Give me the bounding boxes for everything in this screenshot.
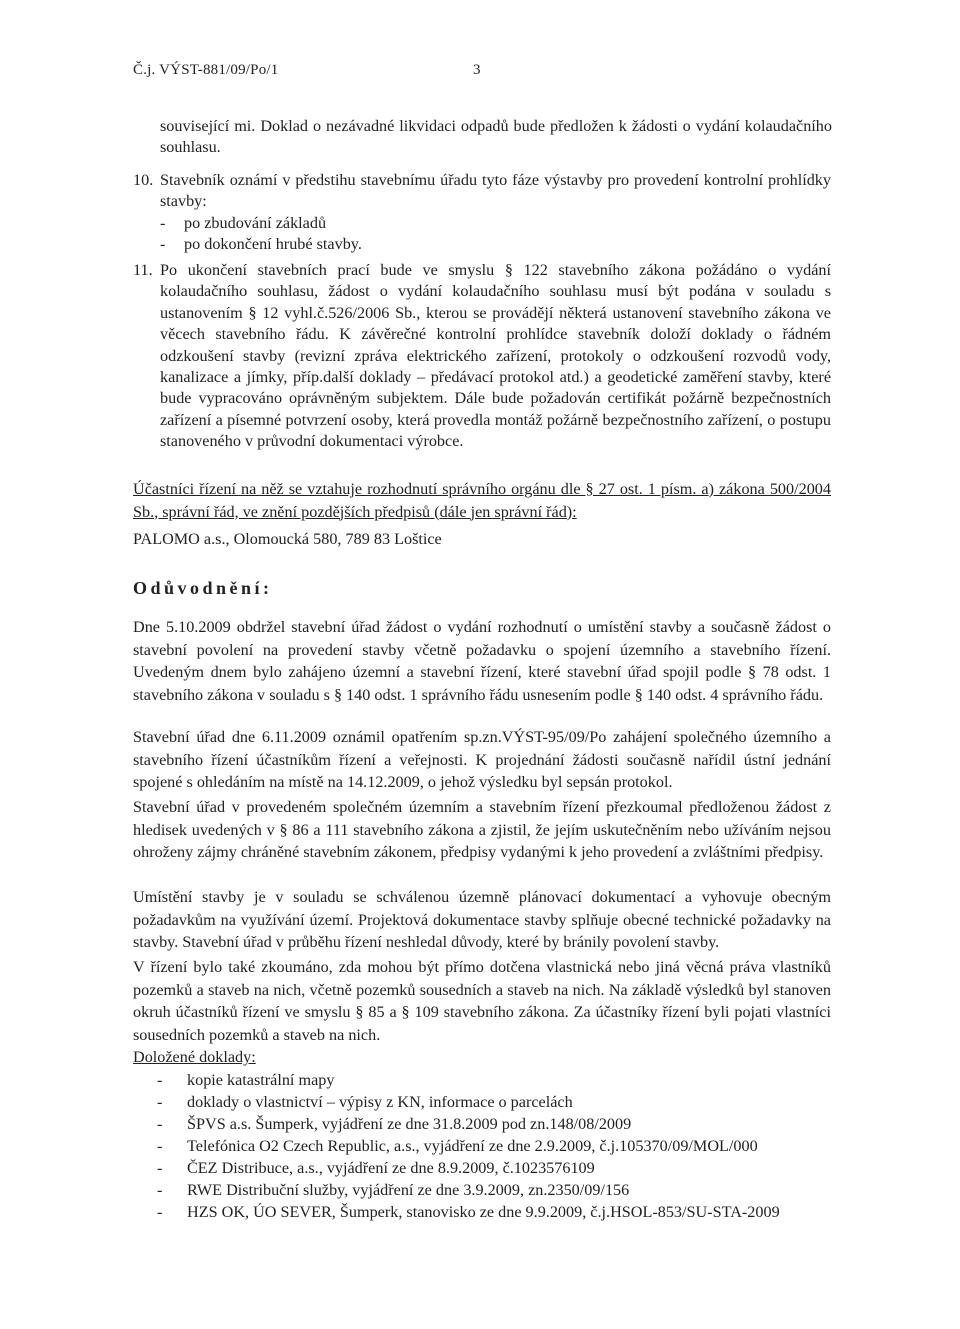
item-text: Stavebník oznámí v předstihu stavebnímu úřadu tyto fáze výstavby pro provedení kontrolní prohlídky stavby: <box>160 171 831 211</box>
page-number: 3 <box>473 62 481 78</box>
reference-number: Č.j. VÝST-881/09/Po/1 <box>133 62 279 78</box>
document-item: - ŠPVS a.s. Šumperk, vyjádření ze dne 31.8.2009 pod zn.148/08/2009 <box>133 1113 831 1135</box>
bullet-item: - po zbudování základů <box>160 213 831 234</box>
item-number: 11. <box>133 261 153 279</box>
reasoning-paragraph: V řízení bylo také zkoumáno, zda mohou být přímo dotčena vlastnická nebo jiná věcná práva vlastníků pozemků a staveb na nich, včetně pozemků sousedních a staveb na nich. Na základě výsledků byl stanoven okruh účastníků řízení ve smyslu § 85 a § 109 stavebního zákona. Za účastníky řízení byli pojati vlastníci sousedních pozemků a staveb na nich. <box>133 958 831 1044</box>
document-item: - HZS OK, ÚO SEVER, Šumperk, stanovisko ze dne 9.9.2009, č.j.HSOL-853/SU-STA-2009 <box>133 1201 831 1223</box>
participant-name: PALOMO a.s., Olomoucká 580, 789 83 Loštice <box>133 530 442 548</box>
intro-continuation: související mi. Doklad o nezávadné likvidaci odpadů bude předložen k žádosti o vydání kolaudačního souhlasu. <box>160 117 832 157</box>
reasoning-heading: Odůvodnění: <box>133 578 273 598</box>
documents-title: Doložené doklady: <box>133 1048 256 1066</box>
reasoning-paragraph: Stavební úřad v provedeném společném územním a stavebním řízení přezkoumal předloženou žádost z hledisek uvedených v § 86 a 111 stavebního zákona a zjistil, že jejím uskutečněním nebo užíváním nejsou ohroženy zájmy chráněné stavebním zákonem, předpisy vydanými k jeho provedení a zvláštními předpisy. <box>133 798 831 861</box>
document-item: - Telefónica O2 Czech Republic, a.s., vyjádření ze dne 2.9.2009, č.j.105370/09/MOL/000 <box>133 1135 831 1157</box>
item-number: 10. <box>133 171 154 189</box>
participants-title: Účastníci řízení na něž se vztahuje rozhodnutí správního orgánu dle § 27 ost. 1 písm. a) zákona 500/2004 Sb., správní řád, ve znění pozdějších předpisů (dále jen správní řád): <box>133 480 831 521</box>
document-item: - doklady o vlastnictví – výpisy z KN, informace o parcelách <box>133 1091 831 1113</box>
documents-list <box>133 1069 831 1223</box>
condition-item-11 <box>133 260 831 453</box>
item-text: Po ukončení stavebních prací bude ve smyslu § 122 stavebního zákona požádáno o vydání kolaudačního souhlasu, žádost o vydání kolaudačního souhlasu musí být podána v souladu s ustanovením § 12 vyhl.č.526/2006 Sb., kterou se provádějí některá ustanovení stavebního zákona ve věcech stavebního řádu. K závěrečné kontrolní prohlídce stavebník doloží doklady o řádném odzkoušení stavby (revizní zpráva elektrického zařízení, protokoly o odzkoušení rozvodů vody, kanalizace a jímky, příp.další doklady – předávací protokol atd.) a geodetické zaměření stavby, které bude vypracováno oprávněným subjektem. Dále bude požadován certifikát požárně bezpečnostních zařízení a písemné potvrzení osoby, která provedla montáž požárně bezpečnostního zařízení, o postupu stanoveného v průvodní dokumentaci výrobce. <box>160 261 831 451</box>
document-item: - RWE Distribuční služby, vyjádření ze dne 3.9.2009, zn.2350/09/156 <box>133 1179 831 1201</box>
document-item: - kopie katastrální mapy <box>133 1069 831 1091</box>
bullet-list <box>160 213 831 256</box>
reasoning-paragraph: Umístění stavby je v souladu se schválenou územně plánovací dokumentací a vyhovuje obecným požadavkům na využívání území. Projektová dokumentace stavby splňuje obecné technické požadavky na stavby. Stavební úřad v průběhu řízení neshledal důvody, které by bránily povolení stavby. <box>133 888 831 951</box>
document-item: - ČEZ Distribuce, a.s., vyjádření ze dne 8.9.2009, č.1023576109 <box>133 1157 831 1179</box>
documents-section <box>133 1046 831 1223</box>
condition-item-10 <box>133 170 831 256</box>
bullet-item: - po dokončení hrubé stavby. <box>160 234 831 255</box>
reasoning-paragraph: Stavební úřad dne 6.11.2009 oznámil opatřením sp.zn.VÝST-95/09/Po zahájení společného územního a stavebního řízení účastníkům řízení a veřejnosti. K projednání žádosti současně nařídil ústní jednání spojené s ohledáním na místě na 14.12.2009, o jehož výsledku byl sepsán protokol. <box>133 728 831 791</box>
reasoning-paragraph: Dne 5.10.2009 obdržel stavební úřad žádost o vydání rozhodnutí o umístění stavby a současně žádost o stavební povolení na provedení stavby včetně požadavku o spojení územního a stavebního řízení. Uvedeným dnem bylo zahájeno územní a stavební řízení, které stavební úřad spojil podle § 78 odst. 1 stavebního zákona v souladu s § 140 odst. 1 správního řádu usnesením podle § 140 odst. 4 správního řádu. <box>133 618 831 704</box>
